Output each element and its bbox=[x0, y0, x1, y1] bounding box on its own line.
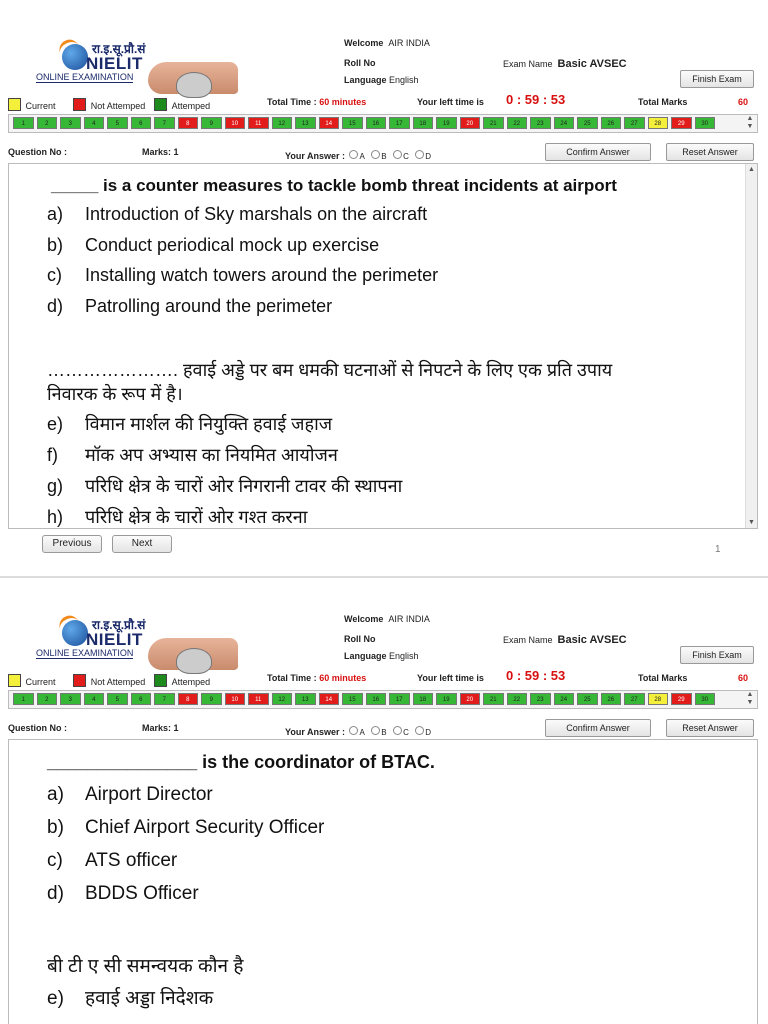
reset-answer-button[interactable]: Reset Answer bbox=[666, 719, 754, 737]
logo-main-text: NIELIT bbox=[86, 54, 143, 73]
question-grid-cell-24[interactable]: 24 bbox=[554, 693, 575, 705]
your-answer-group bbox=[285, 146, 433, 164]
total-time-value: 60 minutes bbox=[319, 97, 367, 107]
question-grid-cell-13[interactable]: 13 bbox=[295, 117, 316, 129]
logo-subtitle: ONLINE EXAMINATION bbox=[36, 72, 134, 82]
question-grid-cell-12[interactable]: 12 bbox=[272, 693, 293, 705]
answer-option-b-label: B bbox=[381, 152, 387, 161]
question-grid-cell-8[interactable]: 8 bbox=[178, 693, 199, 705]
question-grid-cell-1[interactable]: 1 bbox=[13, 117, 34, 129]
question-grid bbox=[8, 690, 758, 709]
question-grid-cell-3[interactable]: 3 bbox=[60, 117, 81, 129]
question-grid-cell-15[interactable]: 15 bbox=[342, 693, 363, 705]
question-grid-cell-8[interactable]: 8 bbox=[178, 117, 199, 129]
question-grid-cell-26[interactable]: 26 bbox=[601, 117, 622, 129]
legend-current-label: Current bbox=[25, 677, 56, 687]
question-grid-cell-20[interactable]: 20 bbox=[460, 117, 481, 129]
legend-not-attempted-label: Not Attemped bbox=[90, 101, 146, 111]
language-label: Language bbox=[344, 75, 387, 85]
question-grid-cell-6[interactable]: 6 bbox=[131, 117, 152, 129]
question-grid-cell-5[interactable]: 5 bbox=[107, 117, 128, 129]
answer-radio-b[interactable] bbox=[371, 150, 380, 159]
question-text-hi-line1: …………………. हवाई अड्डे पर बम धमकी घटनाओं से निपटने के लिए एक प्रति उपाय bbox=[47, 360, 613, 380]
exam-name-label: Exam Name bbox=[503, 59, 553, 69]
finish-exam-button[interactable]: Finish Exam bbox=[680, 646, 754, 664]
answer-radio-d[interactable] bbox=[415, 726, 424, 735]
question-text-hi: बी टी ए सी समन्वयक कौन है bbox=[47, 956, 244, 977]
question-grid-cell-28[interactable]: 28 bbox=[648, 117, 669, 129]
options-hi-list bbox=[47, 984, 213, 1017]
logo-hindi-text: रा.इ.सू.प्रौ.सं bbox=[92, 42, 146, 56]
legend-attempted-label: Attemped bbox=[171, 101, 211, 111]
question-grid-cell-27[interactable]: 27 bbox=[624, 693, 645, 705]
option-e[interactable]: e) हवाई अड्डा निदेशक bbox=[47, 988, 214, 1009]
welcome-value: AIR INDIA bbox=[388, 614, 430, 624]
question-grid-cell-5[interactable]: 5 bbox=[107, 693, 128, 705]
left-time-label: Your left time is bbox=[417, 97, 484, 107]
answer-option-d-label: D bbox=[425, 728, 432, 737]
option-b[interactable]: b) Conduct periodical mock up exercise bbox=[47, 234, 380, 255]
question-grid-cell-14[interactable]: 14 bbox=[319, 117, 340, 129]
option-d[interactable]: d) BDDS Officer bbox=[47, 883, 199, 904]
question-panel bbox=[8, 739, 758, 1024]
question-grid-cell-9[interactable]: 9 bbox=[201, 117, 222, 129]
total-marks-value: 60 bbox=[738, 673, 749, 683]
question-grid-cell-16[interactable]: 16 bbox=[366, 693, 387, 705]
question-grid-cell-9[interactable]: 9 bbox=[201, 693, 222, 705]
question-grid-cell-19[interactable]: 19 bbox=[436, 117, 457, 129]
mouse-icon bbox=[176, 648, 212, 674]
options-en-list bbox=[47, 204, 438, 326]
logo-hindi-text: रा.इ.सू.प्रौ.सं bbox=[92, 618, 146, 632]
question-grid-cell-4[interactable]: 4 bbox=[84, 117, 105, 129]
question-grid-cell-11[interactable]: 11 bbox=[248, 117, 269, 129]
legend-not-attempted-swatch bbox=[73, 674, 86, 687]
grid-scroll-icon[interactable]: ▲ ▼ bbox=[746, 115, 754, 130]
rollno-label: Roll No bbox=[344, 634, 376, 644]
legend-not-attempted-label: Not Attemped bbox=[90, 677, 146, 687]
marks-label: Marks: 1 bbox=[142, 147, 179, 157]
language-value: English bbox=[389, 651, 419, 661]
answer-radio-c[interactable] bbox=[393, 150, 402, 159]
question-grid-cell-23[interactable]: 23 bbox=[530, 117, 551, 129]
answer-option-b-label: B bbox=[381, 728, 387, 737]
answer-radio-a[interactable] bbox=[349, 150, 358, 159]
question-grid-cell-21[interactable]: 21 bbox=[483, 693, 504, 705]
question-grid-cell-6[interactable]: 6 bbox=[131, 693, 152, 705]
option-d[interactable]: d) Patrolling around the perimeter bbox=[47, 295, 333, 316]
question-grid-cell-17[interactable]: 17 bbox=[389, 117, 410, 129]
options-en-list bbox=[47, 784, 324, 916]
reset-answer-button[interactable]: Reset Answer bbox=[666, 143, 754, 161]
question-grid-cell-7[interactable]: 7 bbox=[154, 693, 175, 705]
answer-radio-c[interactable] bbox=[393, 726, 402, 735]
legend-not-attempted-swatch bbox=[73, 98, 86, 111]
confirm-answer-button[interactable]: Confirm Answer bbox=[545, 719, 651, 737]
question-grid-cell-3[interactable]: 3 bbox=[60, 693, 81, 705]
question-grid-cell-28[interactable]: 28 bbox=[648, 693, 669, 705]
welcome-label: Welcome bbox=[344, 38, 384, 48]
answer-radio-b[interactable] bbox=[371, 726, 380, 735]
answer-option-a-label: A bbox=[359, 152, 365, 161]
question-grid-cell-19[interactable]: 19 bbox=[436, 693, 457, 705]
answer-option-c-label: C bbox=[403, 728, 409, 737]
legend-current-label: Current bbox=[25, 101, 56, 111]
question-grid-cell-21[interactable]: 21 bbox=[483, 117, 504, 129]
question-text-en: _______________ is the coordinator of BTAC. bbox=[47, 752, 435, 772]
language-label: Language bbox=[344, 651, 387, 661]
question-text-en: _____ is a counter measures to tackle bomb threat incidents at airport bbox=[51, 176, 617, 195]
total-marks-label: Total Marks bbox=[638, 97, 688, 107]
left-time-value: 0 : 59 : 53 bbox=[506, 92, 566, 107]
welcome-label: Welcome bbox=[344, 614, 384, 624]
question-grid-cell-27[interactable]: 27 bbox=[624, 117, 645, 129]
question-grid-cell-2[interactable]: 2 bbox=[37, 693, 58, 705]
question-grid-cell-24[interactable]: 24 bbox=[554, 117, 575, 129]
left-time-value: 0 : 59 : 53 bbox=[506, 668, 566, 683]
finish-exam-button[interactable]: Finish Exam bbox=[680, 70, 754, 88]
total-time-label: Total Time : bbox=[267, 673, 317, 683]
question-grid-cell-22[interactable]: 22 bbox=[507, 693, 528, 705]
option-e[interactable]: e) विमान मार्शल की नियुक्ति हवाई जहाज bbox=[47, 414, 333, 434]
question-grid-cell-29[interactable]: 29 bbox=[671, 117, 692, 129]
left-time-label: Your left time is bbox=[417, 673, 484, 683]
question-text-hi-line2: निवारक के रूप में है। bbox=[47, 384, 183, 404]
total-marks-value: 60 bbox=[738, 97, 749, 107]
question-grid-cell-20[interactable]: 20 bbox=[460, 693, 481, 705]
legend-attempted-swatch bbox=[154, 98, 167, 111]
your-answer-label: Your Answer : bbox=[285, 151, 346, 161]
option-c[interactable]: c) ATS officer bbox=[47, 850, 178, 871]
question-grid-cell-13[interactable]: 13 bbox=[295, 693, 316, 705]
option-a[interactable]: a) Airport Director bbox=[47, 784, 213, 805]
question-grid-cell-1[interactable]: 1 bbox=[13, 693, 34, 705]
option-h[interactable]: h) परिधि क्षेत्र के चारों ओर गश्त करना bbox=[47, 507, 308, 527]
total-time-value: 60 minutes bbox=[319, 673, 367, 683]
question-grid-cell-23[interactable]: 23 bbox=[530, 693, 551, 705]
question-grid-cell-10[interactable]: 10 bbox=[225, 117, 246, 129]
question-grid-cell-29[interactable]: 29 bbox=[671, 693, 692, 705]
question-grid-cell-25[interactable]: 25 bbox=[577, 693, 598, 705]
question-grid-cell-22[interactable]: 22 bbox=[507, 117, 528, 129]
total-marks-label: Total Marks bbox=[638, 673, 688, 683]
question-no-label: Question No : bbox=[8, 147, 67, 157]
grid-scroll-icon[interactable]: ▲ ▼ bbox=[746, 691, 754, 706]
answer-radio-d[interactable] bbox=[415, 150, 424, 159]
option-f[interactable]: f) मॉक अप अभ्यास का नियमित आयोजन bbox=[47, 445, 338, 465]
answer-option-d-label: D bbox=[425, 152, 432, 161]
question-grid-cell-15[interactable]: 15 bbox=[342, 117, 363, 129]
mouse-icon bbox=[176, 72, 212, 98]
exam-page-2 bbox=[0, 578, 768, 1024]
answer-radio-a[interactable] bbox=[349, 726, 358, 735]
question-grid-cell-18[interactable]: 18 bbox=[413, 117, 434, 129]
question-grid-cell-30[interactable]: 30 bbox=[695, 117, 716, 129]
next-button[interactable]: Next bbox=[112, 535, 172, 553]
exam-name-value: Basic AVSEC bbox=[557, 58, 627, 70]
question-no-label: Question No : bbox=[8, 723, 67, 733]
question-grid-cell-7[interactable]: 7 bbox=[154, 117, 175, 129]
question-grid bbox=[8, 114, 758, 133]
options-hi-list bbox=[47, 412, 402, 529]
exam-name-value: Basic AVSEC bbox=[557, 634, 627, 646]
question-grid-cell-25[interactable]: 25 bbox=[577, 117, 598, 129]
option-c[interactable]: c) Installing watch towers around the perimeter bbox=[47, 265, 439, 285]
confirm-answer-button[interactable]: Confirm Answer bbox=[545, 143, 651, 161]
rollno-label: Roll No bbox=[344, 58, 376, 68]
question-grid-cell-10[interactable]: 10 bbox=[225, 693, 246, 705]
page-number: 1 bbox=[715, 544, 721, 555]
marks-label: Marks: 1 bbox=[142, 723, 179, 733]
option-g[interactable]: g) परिधि क्षेत्र के चारों ओर निगरानी टावर की स्थापना bbox=[47, 476, 403, 496]
question-panel bbox=[8, 163, 758, 529]
language-value: English bbox=[389, 75, 419, 85]
answer-option-c-label: C bbox=[403, 152, 409, 161]
question-grid-cell-12[interactable]: 12 bbox=[272, 117, 293, 129]
legend-attempted-label: Attemped bbox=[171, 677, 211, 687]
answer-option-a-label: A bbox=[359, 728, 365, 737]
question-grid-cell-18[interactable]: 18 bbox=[413, 693, 434, 705]
logo-subtitle: ONLINE EXAMINATION bbox=[36, 648, 134, 658]
question-grid-cell-26[interactable]: 26 bbox=[601, 693, 622, 705]
your-answer-label: Your Answer : bbox=[285, 727, 346, 737]
question-grid-cell-17[interactable]: 17 bbox=[389, 693, 410, 705]
scroll-down-icon[interactable]: ▼ bbox=[748, 519, 755, 526]
legend-current-swatch bbox=[8, 98, 21, 111]
question-scrollbar[interactable] bbox=[745, 164, 757, 528]
exam-name-label: Exam Name bbox=[503, 635, 553, 645]
question-grid-cell-30[interactable]: 30 bbox=[695, 693, 716, 705]
logo-main-text: NIELIT bbox=[86, 630, 143, 649]
question-grid-cell-4[interactable]: 4 bbox=[84, 693, 105, 705]
welcome-value: AIR INDIA bbox=[388, 38, 430, 48]
previous-button[interactable]: Previous bbox=[42, 535, 102, 553]
your-answer-group bbox=[285, 722, 433, 740]
total-time-label: Total Time : bbox=[267, 97, 317, 107]
question-grid-cell-16[interactable]: 16 bbox=[366, 117, 387, 129]
question-grid-cell-14[interactable]: 14 bbox=[319, 693, 340, 705]
option-a[interactable]: a) Introduction of Sky marshals on the aircraft bbox=[47, 204, 428, 224]
option-b[interactable]: b) Chief Airport Security Officer bbox=[47, 817, 325, 838]
question-grid-cell-2[interactable]: 2 bbox=[37, 117, 58, 129]
legend-attempted-swatch bbox=[154, 674, 167, 687]
scroll-up-icon[interactable]: ▲ bbox=[748, 166, 755, 173]
legend-current-swatch bbox=[8, 674, 21, 687]
question-grid-cell-11[interactable]: 11 bbox=[248, 693, 269, 705]
